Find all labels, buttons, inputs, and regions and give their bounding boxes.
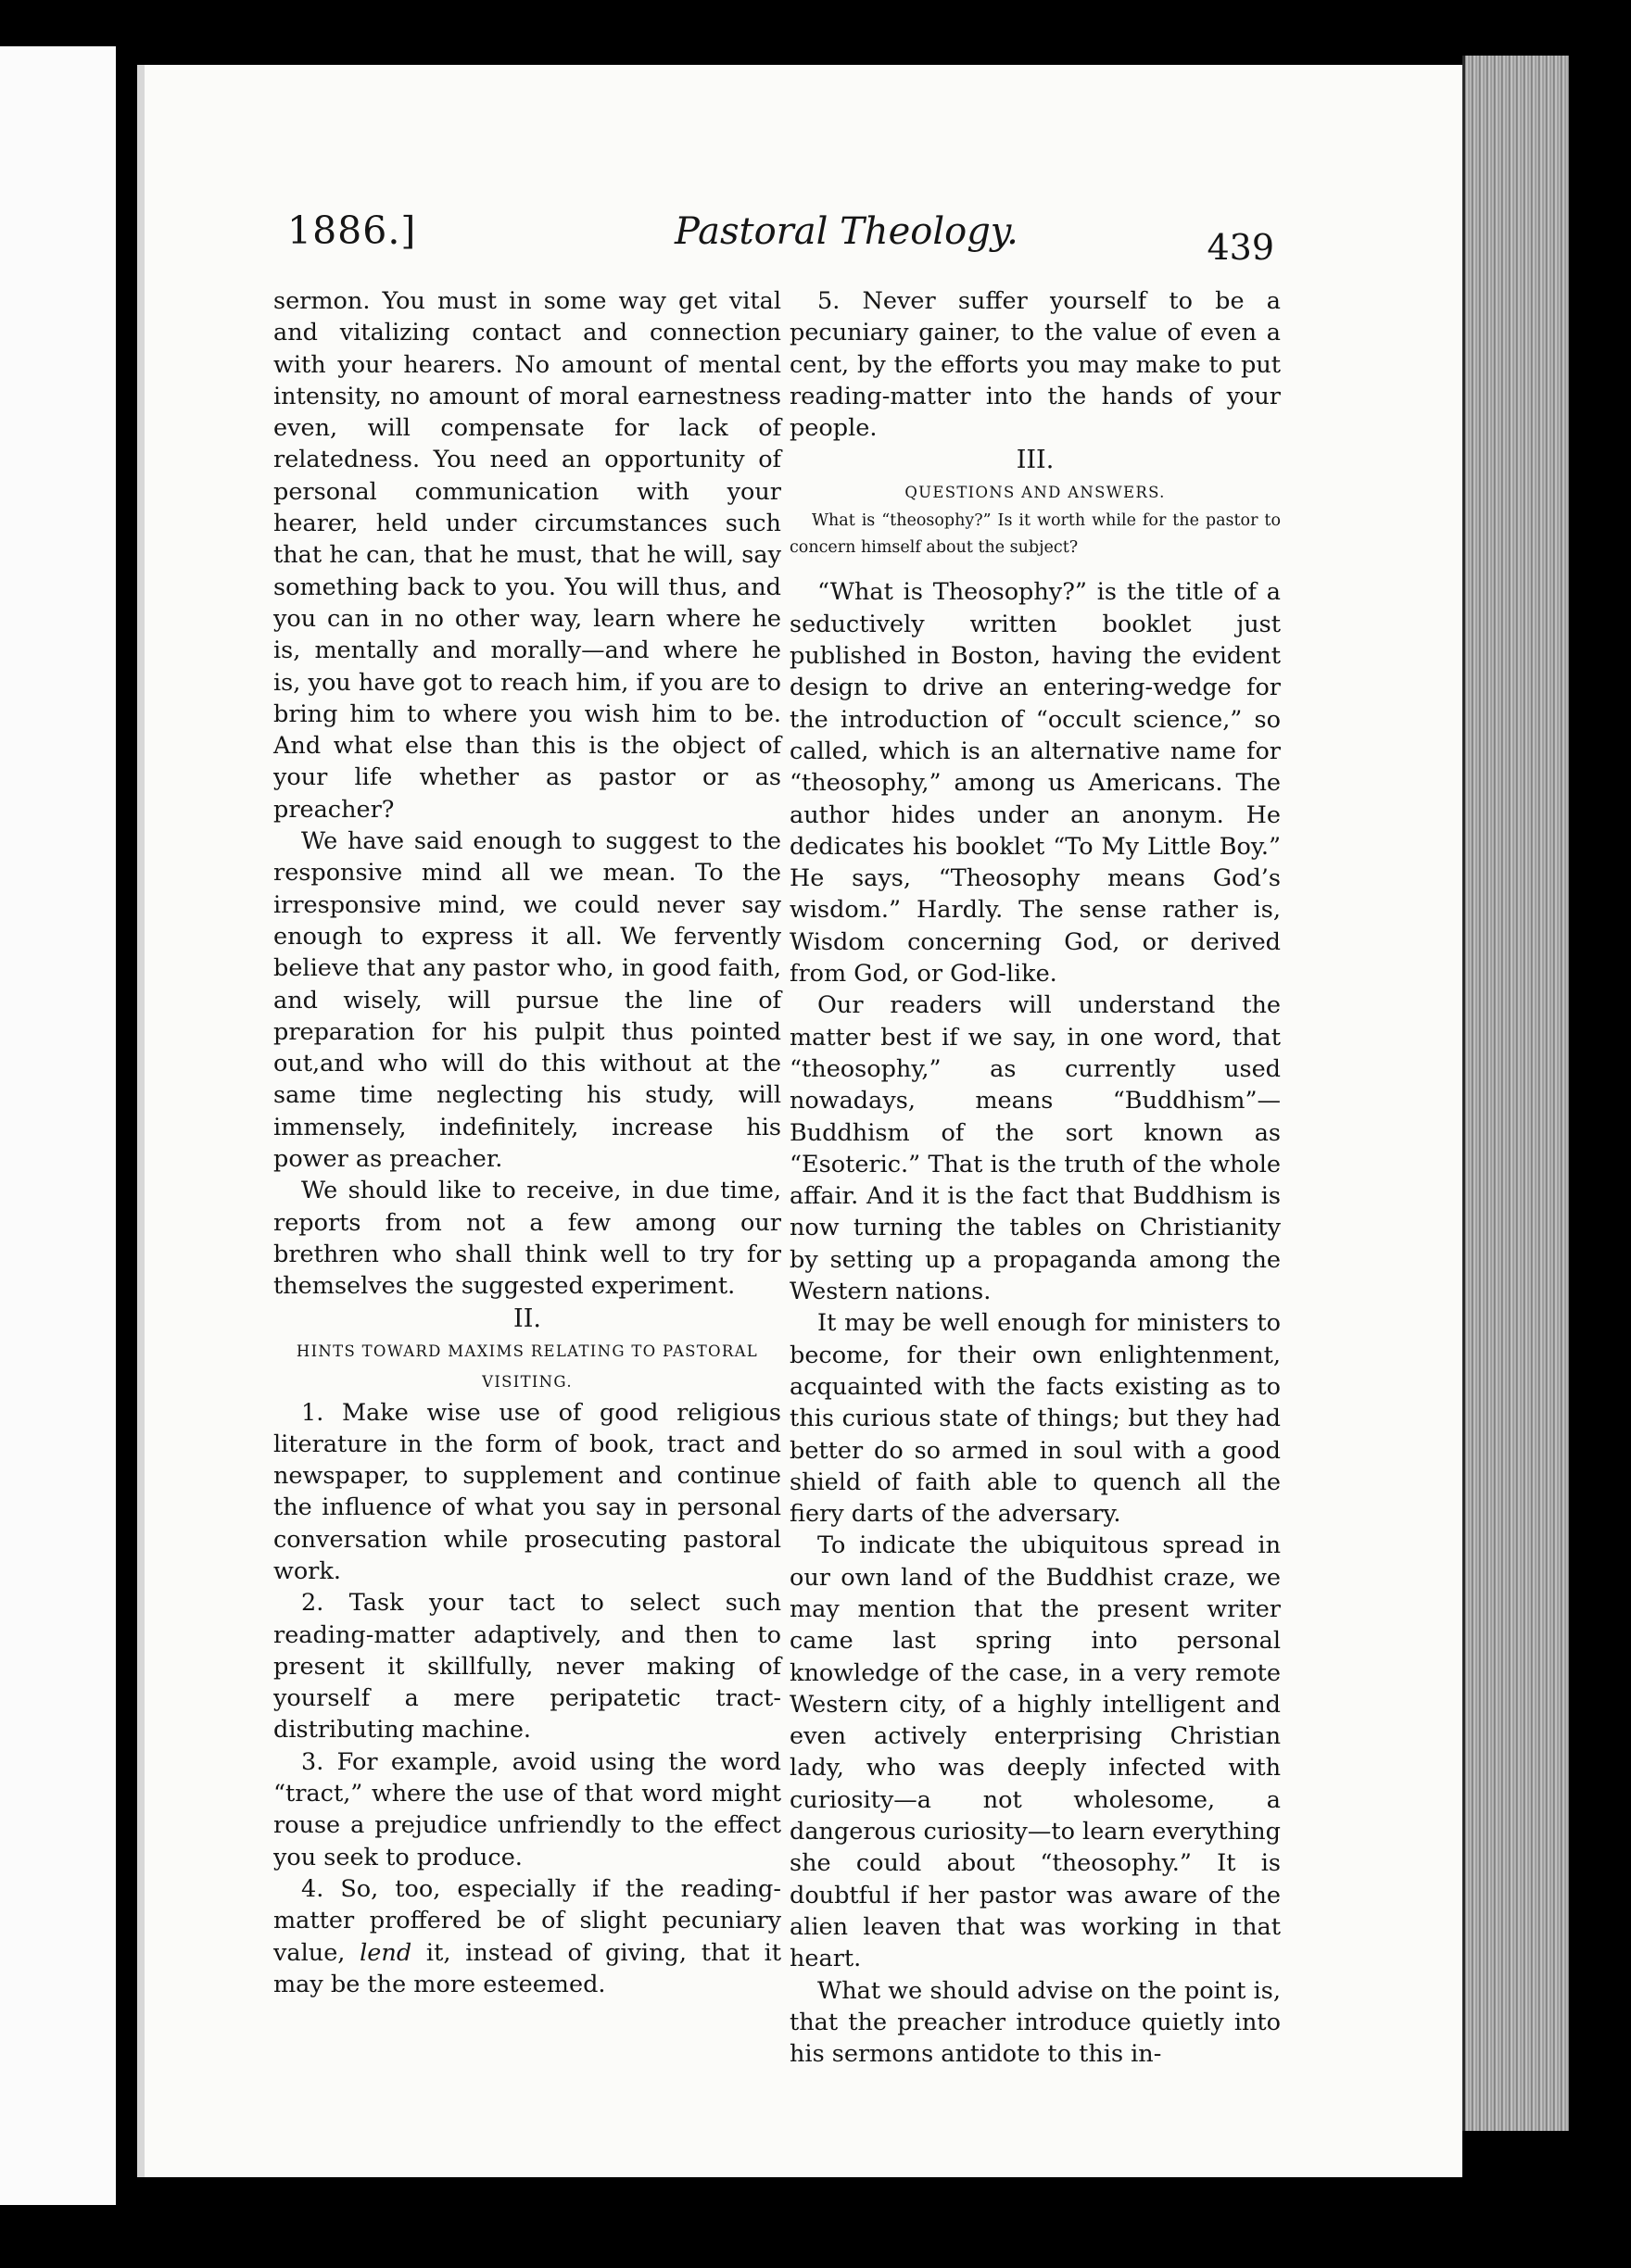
paragraph: Our readers will understand the matter best if we say, in one word, that “theosophy,” as currently used nowadays, means “Buddhism”—Buddhism of the sort known as “Esoteric.” That is the truth of the whole affair. And it is the fact that Buddhism is now turning the tables on Christianity by setting up a propaganda among the Western nations. [790, 991, 1281, 1306]
page-block-edges [1462, 56, 1569, 2131]
list-item [273, 1873, 781, 2000]
section-numeral: III. [1016, 446, 1055, 475]
running-head [287, 208, 1274, 273]
right-column [790, 285, 1281, 2070]
list-item: 2. Task your tact to select such reading-matter adaptively, and then to present it skillfully, never making of yourself a mere peripatetic tract-distributing machine. [273, 1589, 781, 1745]
section-heading: QUESTIONS AND ANSWERS. [904, 484, 1166, 502]
italic-word: lend [360, 1938, 412, 1967]
item-text: 4. So, too, especially if the reading-matter proffered be of slight pecuniary value, [273, 1874, 781, 1967]
running-head-title: Pastoral Theology. [675, 210, 1018, 253]
paragraph: We should like to receive, in due time, reports from not a few among our brethren who shall think well to try for themselves the suggested experiment. [273, 1177, 781, 1301]
question: What is “theosophy?” Is it worth while for the pastor to concern himself about the subject? [790, 511, 1281, 558]
left-column [273, 285, 781, 2000]
paragraph: We have said enough to suggest to the responsive mind all we mean. To the irresponsive mind, we could never say enough to express it all. We fervently believe that any pastor who, in good faith, and wisely, will pursue the line of preparation for his pulpit thus pointed out,and who will do this without at the same time neglecting his study, will immensely, indefinitely, increase his power as preacher. [273, 827, 781, 1174]
page-number: 439 [1207, 227, 1274, 268]
section-numeral: II. [513, 1304, 541, 1333]
paragraph: To indicate the ubiquitous spread in our own land of the Buddhist craze, we may mention that the present writer came last spring into personal knowledge of the case, in a very remote Western city, of a highly intelligent and even actively enterprising Christian lady, who was deeply infected with curiosity—a not wholesome, a dangerous curiosity—to learn everything she could about “theosophy.” It is doubtful if her pastor was aware of the alien leaven that was working in that heart. [790, 1531, 1281, 1973]
section-heading: HINTS TOWARD MAXIMS RELATING TO PASTORAL VISITING. [296, 1342, 759, 1391]
paragraph: sermon. You must in some way get vital and vitalizing contact and connection with your hearers. No amount of mental intensity, no amount of moral earnestness even, will compensate for lack of relatedness. You need an opportunity of personal communication with your hearer, held under circumstances such that he can, that he must, that he will, say something back to you. You will thus, and you can in no other way, learn where he is, mentally and morally—and where he is, you have got to reach him, if you are to bring him to where you wish him to be. And what else than this is the object of your life whether as pastor or as preacher? [273, 287, 781, 824]
list-item: 1. Make wise use of good religious literature in the form of book, tract and newspaper, to supplement and continue the influence of what you say in personal conversation while prosecuting pastoral work. [273, 1398, 781, 1585]
paragraph: It may be well enough for ministers to become, for their own enlightenment, acquainted with the facts existing as to this curious state of things; but they had better do so armed in soul with a good shield of faith able to quench all the fiery darts of the adversary. [790, 1309, 1281, 1529]
facing-page-edge [0, 46, 116, 2205]
list-item: 5. Never suffer yourself to be a pecuniary gainer, to the value of even a cent, by the efforts you may make to put reading-matter into the hands of your people. [790, 287, 1281, 443]
paragraph: “What is Theosophy?” is the title of a seductively written booklet just published in Boston, having the evident design to drive an entering-wedge for the introduction of “occult science,” so called, which is an alternative name for “theosophy,” among us Americans. The author hides under an anonym. He dedicates his booklet “To My Little Boy.” He says, “Theosophy means God’s wisdom.” Hardly. The sense rather is, Wisdom concerning God, or derived from God, or God-like. [790, 578, 1281, 989]
gutter-shadow [137, 65, 145, 2177]
paragraph: What we should advise on the point is, that the preacher introduce quietly into his sermons antidote to this in- [790, 1976, 1281, 2069]
running-head-year: 1886.] [287, 208, 417, 253]
item-text: it, instead of giving, that it may be the more esteemed. [273, 1938, 781, 1998]
list-item: 3. For example, avoid using the word “tract,” where the use of that word might rouse a prejudice unfriendly to the effect you seek to produce. [273, 1747, 781, 1871]
